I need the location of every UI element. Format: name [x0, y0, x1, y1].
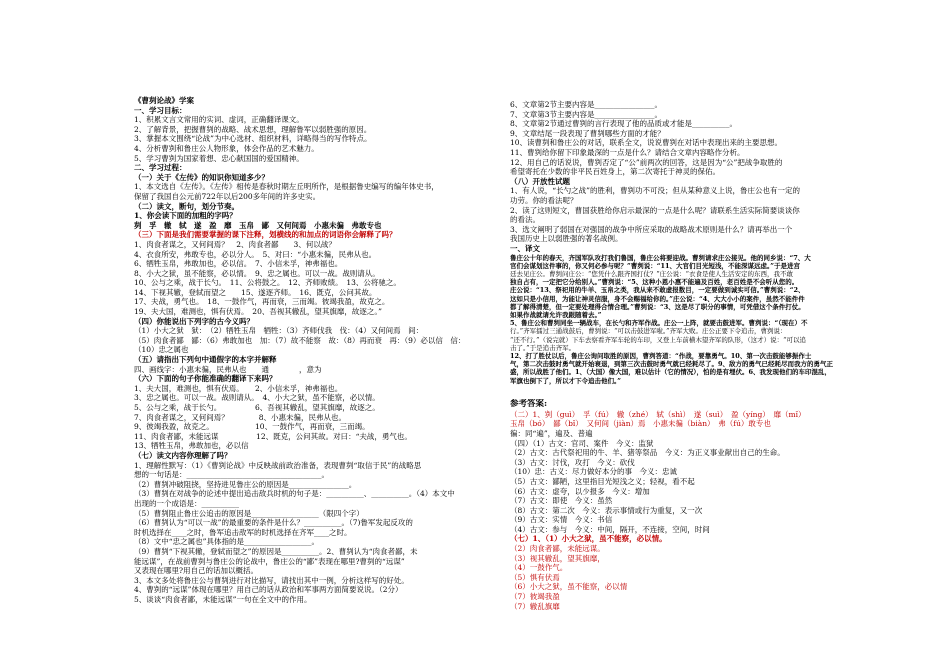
text-line: （五）请指出下列句中通假字的本字并解释: [134, 355, 277, 365]
translation-line: 鲁庄公十年的春天，齐国军队攻打我们鲁国，鲁庄公将要迎战。曹刿请求庄公接见。他的同乡说：“7、大: [510, 253, 811, 262]
text-line: 4、衣食所安，弗敢专也，必以分人。 5、对曰：“小惠未徧，民弗从也。: [134, 249, 377, 259]
translation-line: 都了解得清楚，但一定要处理得合情合理。”曹刿说：“3、这是尽了职分的事情，可凭借这个条件打仗。: [510, 302, 805, 311]
text-line: 5、学习曹刿为国家着想、忠心献国国的爱国精神。: [134, 153, 304, 163]
right-column: [510, 100, 845, 611]
question-line: 一、译文: [510, 243, 540, 253]
question-line: 3、选文阐明了弱国在对强国的战争中所应采取的战略战术原则是什么？请再举出一个: [510, 224, 793, 234]
text-line: （3）曹刿在对战争的论述中提出追击敌兵时机的句子是：__________、__________。（4）本文中: [134, 489, 455, 499]
answer-line: （七）1、（1）小大之狱，虽不能察，必以情。: [510, 534, 667, 544]
question-line: 11、曹刿给你留下印象最深的一点是什么？请结合文章内容略作分析。: [510, 147, 745, 157]
text-line: 17、夫战，勇气也。 18、一鼓作气，再而衰，三而竭。彼竭我盈，故克之。: [134, 297, 390, 307]
text-line: 19、夫大国，难测也，惧有伏焉。 20、吾视其辙乱，望其旗靡，故逐之。”: [134, 307, 382, 317]
translation-line: 击了。”于是追击齐军。: [510, 343, 576, 352]
question-line: 6、文章第2节主要内容是________________。: [510, 100, 663, 109]
text-line: 8、小大之狱，虽不能察，必以情。 9、忠之属也。可以一战。战则请从。: [134, 268, 380, 278]
text-line: （七）读文内容你理解了吗？: [134, 450, 232, 460]
text-line: （1）小大之狱 狱： （2）牺牲玉帛 牺牲：（3）齐师伐我 伐：（4）又何间焉 间：: [134, 326, 424, 336]
question-line: 10、读曹刿和鲁庄公的对话，联系全文，说说曹刿在对话中表现出来的主要思想。: [510, 138, 783, 148]
text-line: 《曹刿论战》学案: [134, 96, 194, 105]
text-line: 4、分析曹刿和鲁庄公人物形象，体会作品的艺术魅力。: [134, 143, 319, 153]
text-line: （5）曹刿阻止鲁庄公追击的原因是__________________（限四个字）: [134, 508, 364, 518]
answer-line: （2）肉食者鄙，未能远谋。: [510, 544, 605, 554]
text-line: （三）下面是我们需要掌握的课下注释，划横线的和加点的词语你会解释了吗？: [134, 230, 397, 240]
right-questions: [510, 100, 845, 254]
text-line: （2）曹刿冲破阻挠，坚持进见鲁庄公的原因是________________。: [134, 479, 357, 489]
text-line: （8）文中“忠之属也”具体指的是__________________。: [134, 537, 319, 547]
text-line: 14、下视其辙，登轼而望之 15、遂逐齐师。 16、既克，公问其故。: [134, 287, 377, 297]
question-line: 8、文章第2节通过曹刿的言行表现了他的品质或才能是__________。: [510, 119, 738, 129]
text-line: 能远谋”，在战前曹刿与鲁庄公的论战中，鲁庄公的“鄙”表现在哪里?曹刿的“远谋”: [134, 556, 405, 566]
question-line: 功劳。你的看法呢？: [510, 195, 578, 205]
translation-line: 5、鲁庄公和曹刿同坐一辆战车，在长勺和齐军作战。庄公一上阵，就要击鼓进军。曹刿说：“（现在）不: [510, 319, 808, 328]
text-line: （二）读文，断句，划分节奏。: [134, 201, 239, 211]
translation-line: 12、打了胜仗以后，鲁庄公询问取胜的原因，曹刿答道：“作战，要靠勇气。10、第一次击鼓能够振作士: [510, 351, 812, 360]
translation-line: 独自占有，一定把它分给别人。”曹刿说：“5、这种小恩小惠不能遍及百姓，老百姓是不会听从您的。: [510, 278, 799, 287]
text-line: 13、牺牲玉帛，弗敢加也，必以信: [134, 441, 249, 451]
answer-line: （5）古文：鄙陋，这里指目光短浅之义；轻视，看不起: [510, 476, 695, 486]
answer-line: （8）古文：第二次 今义：表示事情或行为重复，又一次: [510, 505, 703, 515]
answer-line: （四）（1）古文：官司、案件 今义：监狱: [510, 438, 654, 448]
text-line: 11、肉食者鄙，未能远谋 12、既克，公问其故。对曰：“夫战，勇气也。: [134, 431, 412, 441]
answer-line: （9）古文：实情 今义：书信: [510, 515, 613, 525]
answer-line: （4）古文：参与 今义：中间，隔开，不连接，空间，时间: [510, 524, 710, 534]
text-line: 一、学习目标：: [134, 105, 187, 115]
answer-line: （7）辙乱旗靡: [510, 601, 560, 611]
question-line: （八）开放性试题: [510, 176, 570, 186]
translation-block: [510, 254, 845, 385]
text-line: （四）你能说出下列字的古今义吗？: [134, 316, 254, 326]
answer-line: （6）古文：虚夸，以少报多 今义：增加: [510, 486, 650, 496]
translation-line: 如果作战就请允许我跟随着去。”: [510, 310, 602, 319]
text-line: 5、公与之乘，战于长勺。 6、吾视其辙乱，望其旗靡，故逐之。: [134, 403, 380, 412]
text-line: （9）曹刿“下视其辙，登轼而望之”的原因是__________。2、曹刿认为“肉食者鄙，未: [134, 546, 418, 556]
text-line: 1、积累文言文常用的实词、虚词，正确翻译课文。: [134, 115, 304, 125]
text-line: 3、忠之属也。可以一战。战则请从。 4、小大之狱，虽不能察，必以情。: [134, 393, 380, 403]
translation-line: 这如只是小信用，为能让神灵信服，身不会赐福给你的。”庄公说：“4、大大小小的案件，虽然不能件件: [510, 294, 805, 303]
answer-line: （4）一鼓作气。: [510, 563, 568, 573]
text-line: 时机选择在____之时，鲁军追击敌军的时机选择在齐军____之时。: [134, 527, 352, 537]
answer-line: （6）小大之狱，虽不能察，必以情: [510, 582, 628, 592]
translation-line: 廷去见庄公。曹刿问庄公：“您凭什么跟齐国打仗？”庄公说：“衣食是使人生活安定的东西，我不敢: [510, 269, 793, 278]
answer-line: （10）忠：古义：尽力做好本分的事 今义：忠诚: [510, 467, 678, 477]
translation-line: 官们会谋划这件事的，你又何必参与呢？”曹刿说：“11、大官们目光短浅，不能深谋远虑。”于是进宫: [510, 261, 801, 270]
text-line: 7、肉食者谋之，又何间焉？ 8、小惠未徧，民弗从也。: [134, 412, 347, 422]
answers-block: [510, 410, 845, 611]
text-line: 1、肉食者谋之，又何间焉？ 2、肉食者鄙 3、何以战？: [134, 239, 336, 249]
text-line: 想的一句话是：____________________________________。: [134, 470, 329, 480]
text-line: 又表现在哪里?用自己的话加以概括。: [134, 566, 259, 576]
answer-line: （7）彼竭我盈: [510, 592, 560, 602]
translation-line: 行。”齐军擂过三通战鼓后，曹刿说：“可以击鼓进军啦。”齐军大败。庄公正要下令追击，曹刿说：: [510, 327, 787, 336]
text-line: 刿 孚 辙 轼 遂 盈 靡 玉帛 鄙 又何间焉 小惠未徧 弗敢专也: [134, 220, 382, 230]
text-line: 10、公与之乘，战于长勺。 11、公将鼓之。 12、齐师败绩。 13、公将驰之。: [134, 278, 401, 288]
question-line: 希望寄托在少数的非平民百姓身上，第二次寄托于神灵的保佑。: [510, 167, 720, 177]
translation-line: 庄公说：“13、祭祀用的牛羊、玉帛之类，我从来不敢虚报数目，一定要做到诚实可信。”曹刿说：“2、: [510, 286, 805, 295]
text-line: 9、彼竭我盈，故克之。 10、一鼓作气，再而衰，三而竭。: [134, 422, 370, 432]
translation-line: 盛，所以战胜了他们。1、（大国）像大国，难以估计（它的情况），怕的是有埋伏。6、我发现他们的车印混乱，: [510, 368, 832, 377]
text-line: 四、画线字：小惠未徧，民弗从也 通 ，意为: [134, 364, 322, 374]
answer-line: （2）古文：古代祭祀用的牛、羊、猪等祭品 今义：为正义事业献出自己的生命。: [510, 448, 785, 458]
question-line: 1、有人说，“长勺之战”的胜利，曹刿功不可没；但从某种意义上说，鲁庄公也有一定的: [510, 186, 800, 196]
question-line: 12、用自己的话说说，曹刿否定了“公”前两次的回答，这是因为“公”把战争取胜的: [510, 157, 783, 167]
text-line: 1、理解性默写：（1）《曹刿论战》中反映战前政治准备，表现曹刿“取信于民”的战略思: [134, 460, 422, 470]
text-line: 出现的一个成语是：__________: [134, 498, 239, 508]
question-line: 2、读了这则短文，曹国获胜给你启示最深的一点是什么呢？请联系生活实际简要谈谈你: [510, 205, 800, 215]
answer-line: （5）惧有伏焉: [510, 572, 560, 582]
answer-line: （二）1、刿（guì） 孚（fú） 辙（zhé） 轼（shì） 遂（suì） 盈（yíng） 靡（mǐ）: [510, 409, 806, 419]
text-line: （10）忠之属也: [134, 345, 189, 355]
answer-line: 徧：同“遍”，遍及、普遍: [510, 428, 593, 438]
text-line: 4、曹刿的“远谋”体现在哪里？用自己的话从政治和军事两方面简要说说。（2分）: [134, 585, 403, 595]
answer-line: （3）视其辙乱，望其旗靡，: [510, 553, 605, 563]
answer-line: （3）古文：讨伐，攻打 今义：砍伐: [510, 457, 635, 467]
question-line: 我国历史上以弱胜强的著名战例。: [510, 234, 623, 244]
question-line: 的看法。: [510, 215, 540, 225]
text-line: 3、掌握本文围绕“论战”为中心选材、组织材料，详略得当的写作特点。: [134, 134, 372, 144]
text-line: 1、夫大国，难测也，惧有伏焉。 2、小信未孚，神弗福也。: [134, 383, 343, 393]
text-line: （一）关于《左传》的知识你知道多少？: [134, 172, 269, 182]
question-line: 9、文章结尾一段表现了曹刿哪些方面的才能？: [510, 128, 665, 138]
translation-line: 军旗也倒下了，所以才下令追击他们。”: [510, 376, 621, 385]
text-line: 3、本文多处将鲁庄公与曹刿进行对比描写，请找出其中一例，分析这样写的好处。: [134, 575, 409, 585]
answer-line: （7）古文：即使 今义：虽然: [510, 496, 613, 506]
question-line: 7、文章第3节主要内容是________________。: [510, 109, 663, 119]
text-line: （六）下面的句子你能准确的翻译下来吗？: [134, 374, 277, 384]
text-line: 保留了我国自公元前722年以后200多年间的许多史实。: [134, 191, 321, 201]
text-line: 二、学习过程：: [134, 163, 187, 173]
translation-line: 气，第二次击鼓时勇气就开始衰退，到第三次击鼓时勇气就已经耗尽了。9、敌方的勇气已经耗尽而我方的勇气正: [510, 360, 834, 369]
translation-line: “还不行。”（说完就）下车去察看齐军车轮的车印，又登上车前横木望齐军的队形，（这才）说：“可以追: [510, 335, 806, 344]
left-column: [134, 96, 492, 604]
text-line: 1、你会读下面的加粗的字吗？: [134, 211, 237, 221]
text-line: 6、牺牲玉帛，弗敢加也，必以信。 7、小信未孚，神弗福也。: [134, 259, 343, 269]
text-line: （6）曹刿认为“可以一战”的最重要的条件是什么？__________。（7)鲁军发起反攻的: [134, 518, 413, 528]
text-line: （5）肉食者鄙 鄙：（6）弗敢加也 加：（7）故不能察 故：（8）再而衰 再：（9）必以信 信：: [134, 335, 466, 345]
answer-line: 玉帛（bó） 鄙（bǐ） 又何间（jiàn）焉 小惠未徧（biàn） 弗（fú）敢专也: [510, 419, 771, 429]
text-line: 5、谈谈“肉食者鄙，未能远谋”一句在全文中的作用。: [134, 594, 312, 604]
answers-title: 参考答案:: [510, 398, 548, 409]
text-line: 2、了解背景，把握曹刿的战略、战术思想，理解鲁军以弱胜强的原因。: [134, 124, 372, 134]
text-line: 1、本文选自《左传》。《左传》相传是春秋时期左丘明所作，是根据鲁史编写的编年体史书，: [134, 182, 439, 192]
